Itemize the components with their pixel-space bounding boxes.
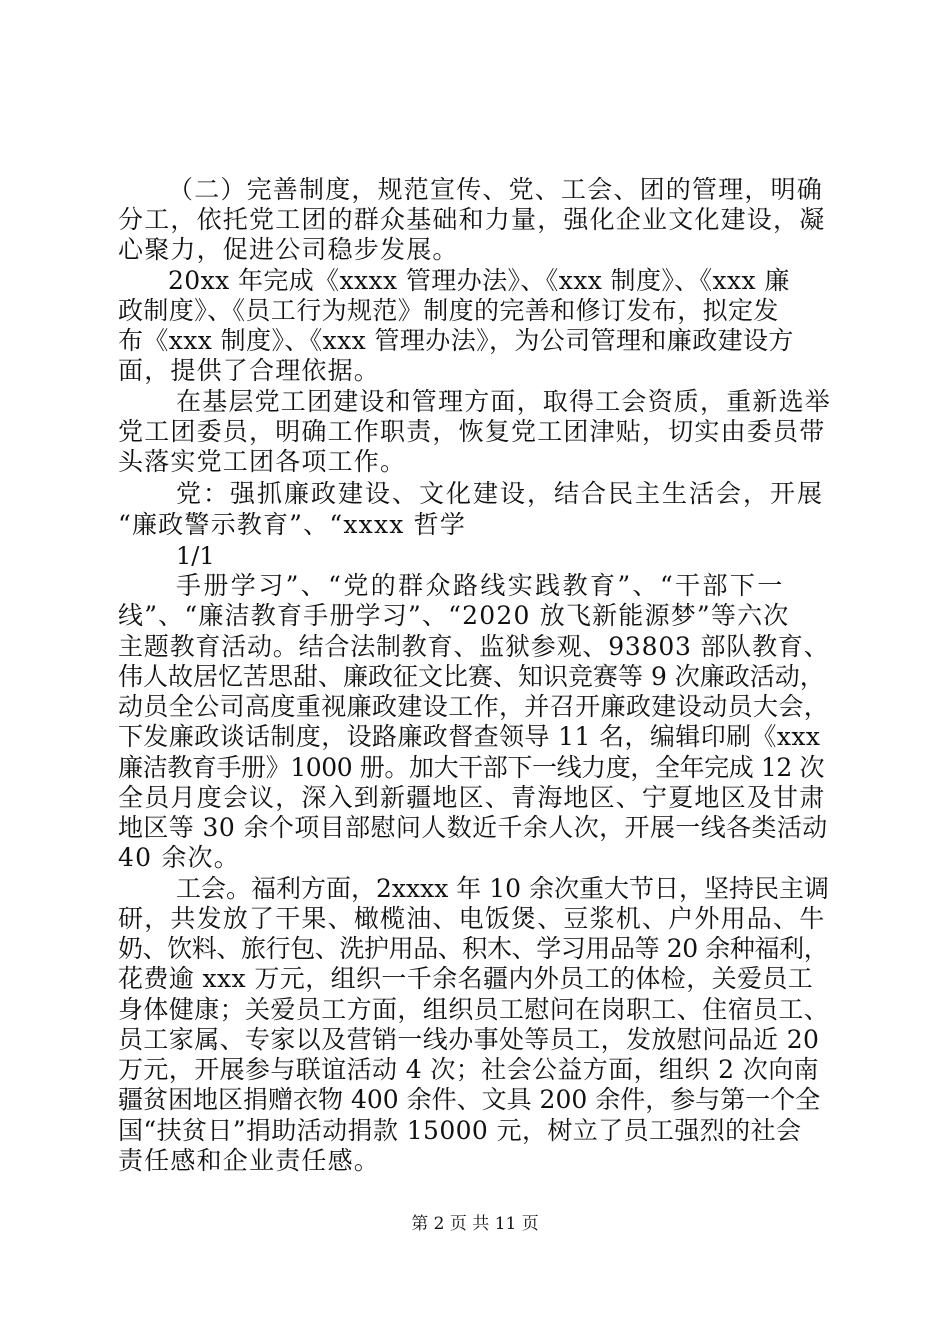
paragraph-line: 动员全公司高度重视廉政建设工作，并召开廉政建设动员大会，	[118, 692, 830, 721]
paragraph-line: （二）完善制度，规范宣传、党、工会、团的管理，明确	[168, 175, 824, 204]
paragraph-line: 工会。福利方面，2xxxx 年 10 余次重大节日，坚持民主调	[176, 874, 829, 903]
paragraph-line: 党工团委员，明确工作职责，恢复党工团津贴，切实由委员带	[118, 417, 826, 446]
paragraph-line: 国“扶贫日”捐助活动捐款 15000 元，树立了员工强烈的社会	[118, 1116, 802, 1145]
paragraph-line: 政制度》、《员工行为规范》制度的完善和修订发布，拟定发	[118, 296, 779, 325]
paragraph-line: 廉洁教育手册》1000 册。加大干部下一线力度，全年完成 12 次	[118, 753, 825, 782]
paragraph-line: 40 余次。	[118, 843, 240, 872]
paragraph-line: 全员月度会议，深入到新疆地区、青海地区、宁夏地区及甘肃	[118, 783, 826, 812]
paragraph-line: 责任感和企业责任感。	[118, 1146, 381, 1175]
paragraph-line: “廉政警示教育”、“xxxx 哲学	[118, 510, 467, 539]
paragraph-line: 伟人故居忆苦思甜、廉政征文比赛、知识竞赛等 9 次廉政活动，	[118, 662, 825, 691]
paragraph-line: 地区等 30 余个项目部慰问人数近千余人次，开展一线各类活动	[118, 813, 828, 842]
paragraph-line: 万元，开展参与联谊活动 4 次；社会公益方面，组织 2 次向南	[118, 1055, 820, 1084]
paragraph-line: 下发廉政谈话制度，设路廉政督查领导 11 名，编辑印刷《xxx	[118, 722, 821, 751]
inline-page-number: 1/1	[176, 542, 215, 570]
paragraph-line: 疆贫困地区捐赠衣物 400 余件、文具 200 余件，参与第一个全	[118, 1085, 821, 1114]
paragraph-line: 布《xxx 制度》、《xxx 管理办法》，为公司管理和廉政建设方	[118, 326, 794, 355]
paragraph-line: 主题教育活动。结合法制教育、监狱参观、93803 部队教育、	[118, 632, 830, 661]
page-footer: 第 2 页 共 11 页	[411, 1214, 539, 1234]
paragraph-line: 在基层党工团建设和管理方面，取得工会资质，重新选举	[176, 387, 832, 416]
paragraph-line: 手册学习”、“党的群众路线实践教育”、“干部下一	[176, 571, 785, 600]
paragraph-line: 面，提供了合理依据。	[118, 356, 381, 385]
paragraph-line: 身体健康；关爱员工方面，组织员工慰问在岗职工、住宿员工、	[118, 995, 830, 1024]
paragraph-line: 线”、“廉洁教育手册学习”、“2020 放飞新能源梦”等六次	[118, 601, 790, 630]
paragraph-line: 党：强抓廉政建设、文化建设，结合民主生活会，开展	[176, 479, 825, 508]
paragraph-line: 20xx 年完成《xxxx 管理办法》、《xxx 制度》、《xxx 廉	[168, 266, 790, 295]
paragraph-line: 奶、饮料、旅行包、洗护用品、积木、学习用品等 20 余种福利，	[118, 934, 829, 963]
paragraph-line: 花费逾 xxx 万元，组织一千余名疆内外员工的体检，关爱员工	[118, 964, 814, 993]
paragraph-line: 心聚力，促进公司稳步发展。	[118, 235, 459, 264]
paragraph-line: 员工家属、专家以及营销一线办事处等员工，发放慰问品近 20	[118, 1025, 820, 1054]
paragraph-line: 头落实党工团各项工作。	[118, 447, 407, 476]
paragraph-line: 分工，依托党工团的群众基础和力量，强化企业文化建设，凝	[118, 205, 826, 234]
paragraph-line: 研，共发放了干果、橄榄油、电饭煲、豆浆机、户外用品、牛	[118, 904, 826, 933]
